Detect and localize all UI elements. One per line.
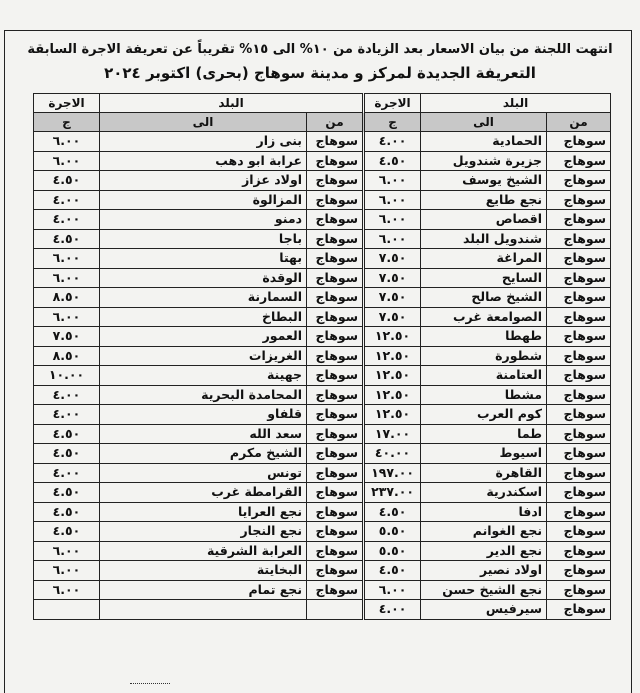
row-from-right: سوهاج: [547, 346, 611, 366]
row-fee-right: ١٢.٥٠: [365, 346, 421, 366]
row-fee-right: ١٢.٥٠: [365, 385, 421, 405]
row-from-right: سوهاج: [547, 229, 611, 249]
row-fee-right: ٦.٠٠: [365, 580, 421, 600]
fare-table: [33, 93, 611, 620]
header-town-right: البلد: [421, 94, 611, 113]
row-to-right: شندويل البلد: [421, 229, 547, 249]
table-row: [34, 190, 611, 210]
row-from-right: سوهاج: [547, 541, 611, 561]
row-from-left: سوهاج: [307, 132, 363, 152]
row-to-right: اسكندرية: [421, 483, 547, 503]
row-from-left: سوهاج: [307, 541, 363, 561]
subheader-currency-left: ج: [34, 113, 100, 132]
row-to-left: القرامطة غرب: [100, 483, 307, 503]
row-from-left: سوهاج: [307, 210, 363, 230]
row-to-left: عرابة ابو دهب: [100, 151, 307, 171]
row-fee-left: ٤.٥٠: [34, 424, 100, 444]
row-fee-right: ١٩٧.٠٠: [365, 463, 421, 483]
table-row: [34, 580, 611, 600]
row-to-left: الغريزات: [100, 346, 307, 366]
row-fee-left: ٤.٠٠: [34, 190, 100, 210]
row-from-left: سوهاج: [307, 307, 363, 327]
row-fee-left: ٦.٠٠: [34, 151, 100, 171]
row-fee-left: ٦.٠٠: [34, 307, 100, 327]
column-separator: [363, 249, 365, 269]
row-to-left: بنى زار: [100, 132, 307, 152]
row-from-right: سوهاج: [547, 385, 611, 405]
row-from-right: سوهاج: [547, 151, 611, 171]
row-from-left: سوهاج: [307, 385, 363, 405]
row-from-left: سوهاج: [307, 366, 363, 386]
column-separator: [363, 190, 365, 210]
table-row: [34, 210, 611, 230]
row-fee-right: ٤.٥٠: [365, 561, 421, 581]
row-from-right: سوهاج: [547, 600, 611, 620]
row-fee-left: ٨.٥٠: [34, 346, 100, 366]
table-row: [34, 171, 611, 191]
row-to-left: البخايتة: [100, 561, 307, 581]
column-separator: [363, 132, 365, 152]
column-separator: [363, 600, 365, 620]
row-to-right: الشيخ صالح: [421, 288, 547, 308]
row-fee-left: ٦.٠٠: [34, 132, 100, 152]
row-fee-right: ٤.٥٠: [365, 151, 421, 171]
column-separator: [363, 229, 365, 249]
row-fee-left: ٤.٠٠: [34, 405, 100, 425]
column-separator: [363, 580, 365, 600]
table-row: [34, 346, 611, 366]
column-separator: [363, 346, 365, 366]
table-row: [34, 385, 611, 405]
row-fee-left: ٦.٠٠: [34, 541, 100, 561]
subheader-to-left: الى: [100, 113, 307, 132]
row-fee-left: ٤.٥٠: [34, 522, 100, 542]
column-separator: [363, 94, 365, 113]
row-to-right: المراغة: [421, 249, 547, 269]
table-row: [34, 561, 611, 581]
row-from-left: سوهاج: [307, 268, 363, 288]
row-fee-left: ٦.٠٠: [34, 268, 100, 288]
row-fee-right: ١٢.٥٠: [365, 366, 421, 386]
header-fee-right: الاجرة: [365, 94, 421, 113]
row-fee-right: ١٢.٥٠: [365, 327, 421, 347]
table-row: [34, 268, 611, 288]
row-to-right: نجع الغوانم: [421, 522, 547, 542]
row-from-right: سوهاج: [547, 522, 611, 542]
row-from-left: [307, 600, 363, 620]
row-from-left: سوهاج: [307, 502, 363, 522]
row-from-left: سوهاج: [307, 190, 363, 210]
column-separator: [363, 307, 365, 327]
row-fee-left: ٦.٠٠: [34, 561, 100, 581]
column-separator: [363, 483, 365, 503]
header-note: انتهت اللجنة من بيان الاسعار بعد الزيادة من ١٠% الى ١٥% تقريباً عن تعريفة الاجرة السابقة: [27, 42, 613, 57]
header-town-left: البلد: [100, 94, 363, 113]
column-separator: [363, 288, 365, 308]
row-from-right: سوهاج: [547, 483, 611, 503]
row-from-right: سوهاج: [547, 268, 611, 288]
row-from-left: سوهاج: [307, 424, 363, 444]
table-row: [34, 541, 611, 561]
row-from-left: سوهاج: [307, 151, 363, 171]
row-fee-right: ٤.٠٠: [365, 600, 421, 620]
column-separator: [363, 268, 365, 288]
row-to-right: طما: [421, 424, 547, 444]
row-to-left: المزالوة: [100, 190, 307, 210]
row-from-right: سوهاج: [547, 327, 611, 347]
row-to-left: المحامدة البحرية: [100, 385, 307, 405]
table-row: [34, 229, 611, 249]
row-to-right: السايح: [421, 268, 547, 288]
row-to-left: قلفاو: [100, 405, 307, 425]
row-fee-left: ٧.٥٠: [34, 327, 100, 347]
row-to-left: العمور: [100, 327, 307, 347]
row-to-right: طهطا: [421, 327, 547, 347]
row-to-left: نجع تمام: [100, 580, 307, 600]
row-from-left: سوهاج: [307, 522, 363, 542]
row-fee-left: ٦.٠٠: [34, 249, 100, 269]
column-separator: [363, 405, 365, 425]
row-from-right: سوهاج: [547, 502, 611, 522]
row-from-left: سوهاج: [307, 561, 363, 581]
row-to-right: الشيخ يوسف: [421, 171, 547, 191]
row-fee-right: ٧.٥٠: [365, 249, 421, 269]
row-to-left: نجع العرايا: [100, 502, 307, 522]
row-to-left: جهينة: [100, 366, 307, 386]
row-to-right: ادفا: [421, 502, 547, 522]
row-to-left: العرابة الشرقية: [100, 541, 307, 561]
row-to-right: مشطا: [421, 385, 547, 405]
row-to-left: بهتا: [100, 249, 307, 269]
column-separator: [363, 444, 365, 464]
row-fee-right: ٥.٥٠: [365, 541, 421, 561]
row-fee-right: ٤.٥٠: [365, 502, 421, 522]
row-to-right: القاهرة: [421, 463, 547, 483]
row-from-right: سوهاج: [547, 249, 611, 269]
table-row: [34, 444, 611, 464]
row-fee-right: ٧.٥٠: [365, 288, 421, 308]
subheader-currency-right: ج: [365, 113, 421, 132]
row-from-right: سوهاج: [547, 405, 611, 425]
row-fee-left: ٤.٥٠: [34, 171, 100, 191]
row-fee-left: [34, 600, 100, 620]
row-fee-right: ٧.٥٠: [365, 268, 421, 288]
column-separator: [363, 424, 365, 444]
row-from-right: سوهاج: [547, 580, 611, 600]
table-row: [34, 249, 611, 269]
row-from-left: سوهاج: [307, 580, 363, 600]
column-separator: [363, 385, 365, 405]
column-separator: [363, 171, 365, 191]
row-to-right: سيرفيس: [421, 600, 547, 620]
row-fee-left: ٤.٥٠: [34, 444, 100, 464]
column-separator: [363, 561, 365, 581]
row-to-left: الوقدة: [100, 268, 307, 288]
row-fee-left: ٤.٠٠: [34, 463, 100, 483]
row-to-left: السمارنة: [100, 288, 307, 308]
row-from-right: سوهاج: [547, 307, 611, 327]
row-fee-left: ٤.٥٠: [34, 502, 100, 522]
row-to-right: اسيوط: [421, 444, 547, 464]
row-from-right: سوهاج: [547, 366, 611, 386]
row-fee-right: ١٧.٠٠: [365, 424, 421, 444]
row-from-left: سوهاج: [307, 249, 363, 269]
row-fee-right: ٧.٥٠: [365, 307, 421, 327]
table-row: [34, 483, 611, 503]
row-to-left: باجا: [100, 229, 307, 249]
column-separator: [363, 522, 365, 542]
table-row: [34, 405, 611, 425]
row-from-left: سوهاج: [307, 444, 363, 464]
row-fee-left: ٦.٠٠: [34, 580, 100, 600]
row-fee-right: ١٢.٥٠: [365, 405, 421, 425]
column-separator: [363, 502, 365, 522]
footnote-mark: [130, 683, 170, 687]
row-to-left: دمنو: [100, 210, 307, 230]
row-fee-left: ٤.٥٠: [34, 229, 100, 249]
row-to-right: اولاد نصير: [421, 561, 547, 581]
row-to-left: البطاخ: [100, 307, 307, 327]
row-to-right: الصوامعة غرب: [421, 307, 547, 327]
row-from-right: سوهاج: [547, 424, 611, 444]
row-from-left: سوهاج: [307, 405, 363, 425]
row-to-left: نجع النجار: [100, 522, 307, 542]
document-title: التعريفة الجديدة لمركز و مدينة سوهاج (بحرى) اكتوبر ٢٠٢٤: [104, 64, 536, 82]
row-fee-left: ٤.٠٠: [34, 210, 100, 230]
row-to-right: كوم العرب: [421, 405, 547, 425]
column-separator: [363, 541, 365, 561]
row-from-left: سوهاج: [307, 327, 363, 347]
row-from-right: سوهاج: [547, 190, 611, 210]
row-to-right: نجع طايع: [421, 190, 547, 210]
row-to-right: الحمادية: [421, 132, 547, 152]
row-fee-right: ٦.٠٠: [365, 229, 421, 249]
column-separator: [363, 463, 365, 483]
row-fee-right: ٢٣٧.٠٠: [365, 483, 421, 503]
row-to-right: اقصاص: [421, 210, 547, 230]
column-separator: [363, 327, 365, 347]
row-fee-right: ٦.٠٠: [365, 190, 421, 210]
table-subheader-row: [34, 113, 611, 132]
row-fee-right: ٥.٥٠: [365, 522, 421, 542]
row-to-right: نجع الشيخ حسن: [421, 580, 547, 600]
table-header-row: [34, 94, 611, 113]
row-from-left: سوهاج: [307, 229, 363, 249]
row-from-right: سوهاج: [547, 171, 611, 191]
row-to-left: الشيخ مكرم: [100, 444, 307, 464]
column-separator: [363, 366, 365, 386]
row-to-left: [100, 600, 307, 620]
column-separator: [363, 151, 365, 171]
row-fee-right: ٤.٠٠: [365, 132, 421, 152]
table-row: [34, 502, 611, 522]
row-from-right: سوهاج: [547, 463, 611, 483]
row-from-right: سوهاج: [547, 210, 611, 230]
table-row: [34, 132, 611, 152]
column-separator: [363, 210, 365, 230]
row-from-left: سوهاج: [307, 171, 363, 191]
row-to-right: العتامنة: [421, 366, 547, 386]
table-row: [34, 424, 611, 444]
row-from-right: سوهاج: [547, 444, 611, 464]
subheader-to-right: الى: [421, 113, 547, 132]
row-from-left: سوهاج: [307, 483, 363, 503]
subheader-from-left: من: [307, 113, 363, 132]
row-fee-left: ٤.٠٠: [34, 385, 100, 405]
row-from-left: سوهاج: [307, 463, 363, 483]
row-fee-left: ١٠.٠٠: [34, 366, 100, 386]
row-to-left: تونس: [100, 463, 307, 483]
row-from-right: سوهاج: [547, 132, 611, 152]
table-row: [34, 327, 611, 347]
table-row: [34, 288, 611, 308]
row-from-right: سوهاج: [547, 561, 611, 581]
table-row: [34, 463, 611, 483]
table-row: [34, 522, 611, 542]
subheader-from-right: من: [547, 113, 611, 132]
row-to-right: جزيرة شندويل: [421, 151, 547, 171]
row-from-right: سوهاج: [547, 288, 611, 308]
table-row: [34, 307, 611, 327]
row-fee-left: ٨.٥٠: [34, 288, 100, 308]
table-row: [34, 366, 611, 386]
row-to-left: اولاد عزاز: [100, 171, 307, 191]
column-separator: [363, 113, 365, 132]
row-to-left: سعد الله: [100, 424, 307, 444]
row-fee-left: ٤.٥٠: [34, 483, 100, 503]
header-fee-left: الاجرة: [34, 94, 100, 113]
row-fee-right: ٦.٠٠: [365, 210, 421, 230]
row-to-right: نجع الدير: [421, 541, 547, 561]
row-fee-right: ٦.٠٠: [365, 171, 421, 191]
table-row: [34, 151, 611, 171]
row-from-left: سوهاج: [307, 288, 363, 308]
row-fee-right: ٤٠.٠٠: [365, 444, 421, 464]
row-to-right: شطورة: [421, 346, 547, 366]
table-row: [34, 600, 611, 620]
row-from-left: سوهاج: [307, 346, 363, 366]
